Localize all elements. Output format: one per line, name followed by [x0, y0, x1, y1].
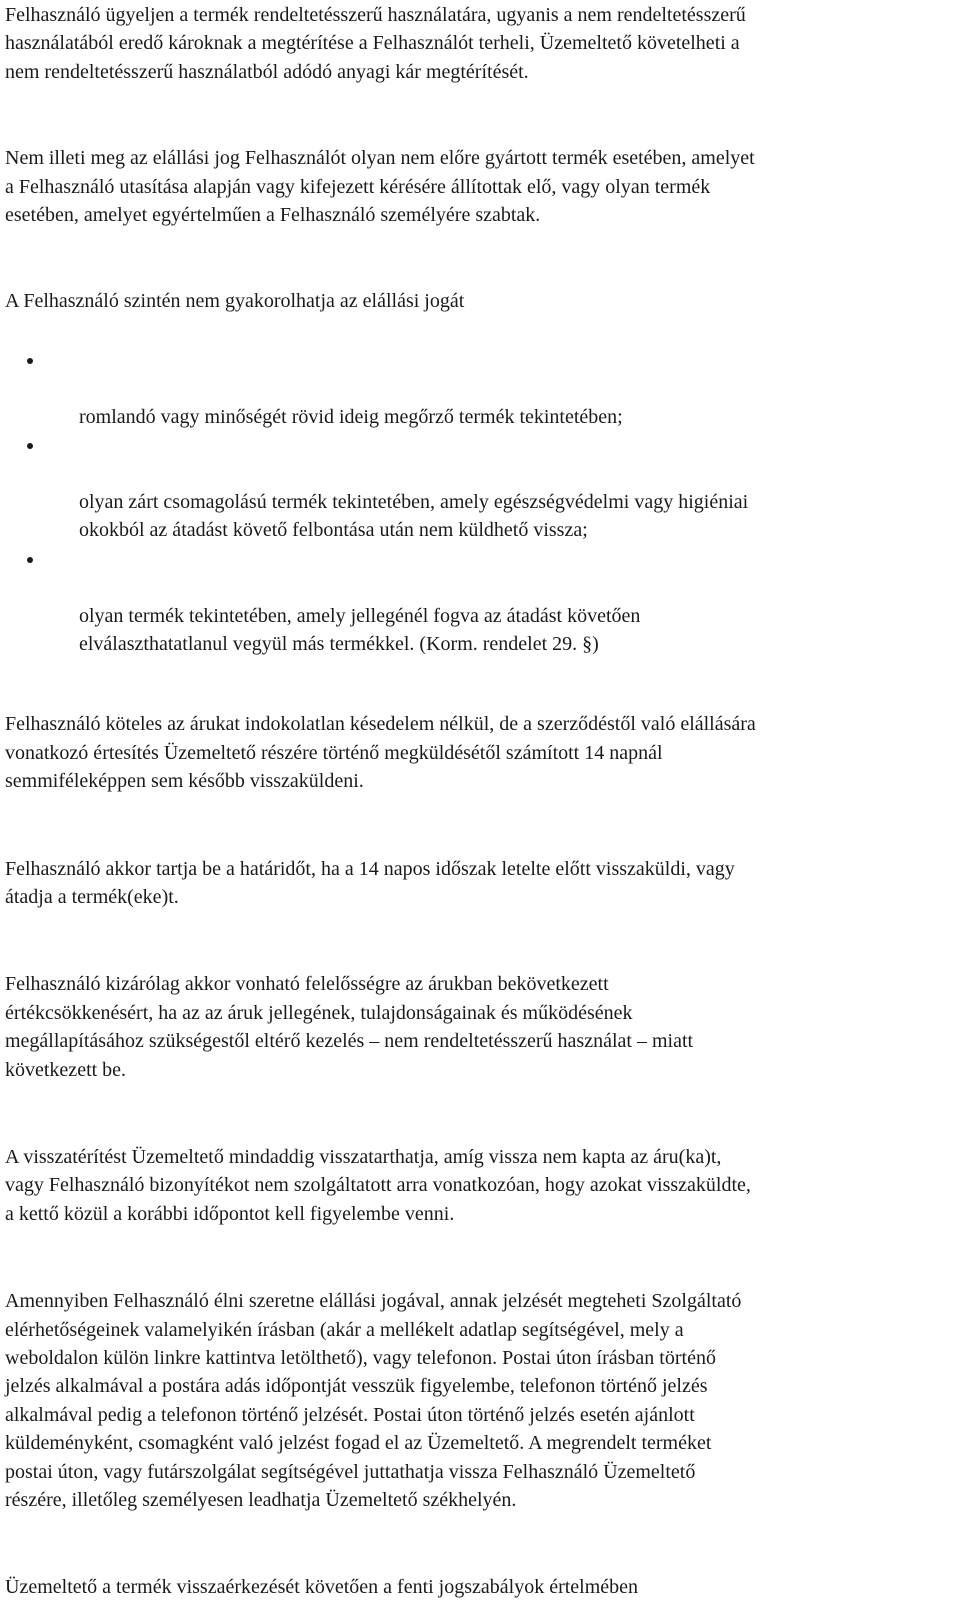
withdrawal-exclusions-list	[5, 346, 955, 658]
list-item	[5, 545, 955, 659]
paragraph-refund-withholding: A visszatérítést Üzemeltető mindaddig visszatarthatja, amíg vissza nem kapta az áru(ka)t, vagy Felhasználó bizonyítékot nem szolgáltatott arra vonatkozóan, hogy azokat visszaküldte, a kettő közül a korábbi időpontot kell figyelembe venni.	[5, 1145, 751, 1225]
paragraph-improper-use: Felhasználó ügyeljen a termék rendeltetésszerű használatára, ugyanis a nem rendeltetésszerű használatából eredő károknak a megtérítése a Felhasználót terheli, Üzemeltető követelheti a nem rendeltetésszerű használatból adódó anyagi kár megtérítését.	[5, 4, 746, 83]
list-item-text: romlandó vagy minőségét rövid ideig megőrző termék tekintetében;	[79, 405, 623, 428]
list-item	[5, 431, 955, 545]
paragraph-withdrawal-exclusions-intro: A Felhasználó szintén nem gyakorolhatja az elállási jogát	[5, 290, 465, 313]
list-item-text: olyan termék tekintetében, amely jellegénél fogva az átadást követően elválaszthatatlanul vegyül más termékkel. (Korm. rendelet 29. §)	[79, 604, 641, 655]
paragraph-deadline-compliance: Felhasználó akkor tartja be a határidőt, ha a 14 napos időszak letelte előtt visszaküldi, vagy átadja a termék(eke)t.	[5, 857, 735, 908]
bullet-icon	[27, 443, 33, 449]
document-page	[5, 0, 955, 1602]
bullet-icon	[27, 358, 33, 364]
paragraph-custom-products-exception: Nem illeti meg az elállási jog Felhasználót olyan nem előre gyártott termék esetében, amelyet a Felhasználó utasítása alapján vagy kifejezett kérésére állítottak elő, vagy olyan termék esetében, amelyet egyértelműen a Felhasználó személyére szabtak.	[5, 147, 755, 227]
paragraph-return-deadline: Felhasználó köteles az árukat indokolatlan késedelem nélkül, de a szerződéstől való elállására vonatkozó értesítés Üzemeltető részére történő megküldésétől számított 14 napnál semmiféleképpen sem később visszaküldeni.	[5, 713, 756, 793]
list-item-text: olyan zárt csomagolású termék tekintetében, amely egészségvédelmi vagy higiéniai okokból az átadást követő felbontása után nem küldhető vissza;	[79, 490, 749, 542]
paragraph-after-return: Üzemeltető a termék visszaérkezését követően a fenti jogszabályok értelmében	[5, 1576, 639, 1599]
list-item	[5, 346, 955, 431]
paragraph-withdrawal-notice-procedure: Amennyiben Felhasználó élni szeretne elállási jogával, annak jelzését megteheti Szolgáltató elérhetőségeinek valamelyikén írásban (akár a mellékelt adatlap segítségével, mely a weboldalon külön linkre kattintva letölthető), vagy telefonon. Postai úton írásban történő jelzés alkalmával a postára adás időpontját vesszük figyelembe, telefonon történő jelzés alkalmával pedig a telefonon történő jelzését. Postai úton történő jelzés esetén ajánlott küldeményként, csomagként való jelzést fogad el az Üzemeltető. A megrendelt terméket postai úton, vagy futárszolgálat segítségével juttathatja vissza Felhasználó Üzemeltető részére, illetőleg személyesen leadhatja Üzemeltető székhelyén.	[5, 1290, 742, 1512]
bullet-icon	[27, 557, 33, 563]
paragraph-depreciation-liability: Felhasználó kizárólag akkor vonható felelősségre az árukban bekövetkezett értékcsökkenésért, ha az az áruk jellegének, tulajdonságainak és működésének megállapításához szükségestől eltérő kezelés – nem rendeltetésszerű használat – miatt következett be.	[5, 973, 694, 1081]
